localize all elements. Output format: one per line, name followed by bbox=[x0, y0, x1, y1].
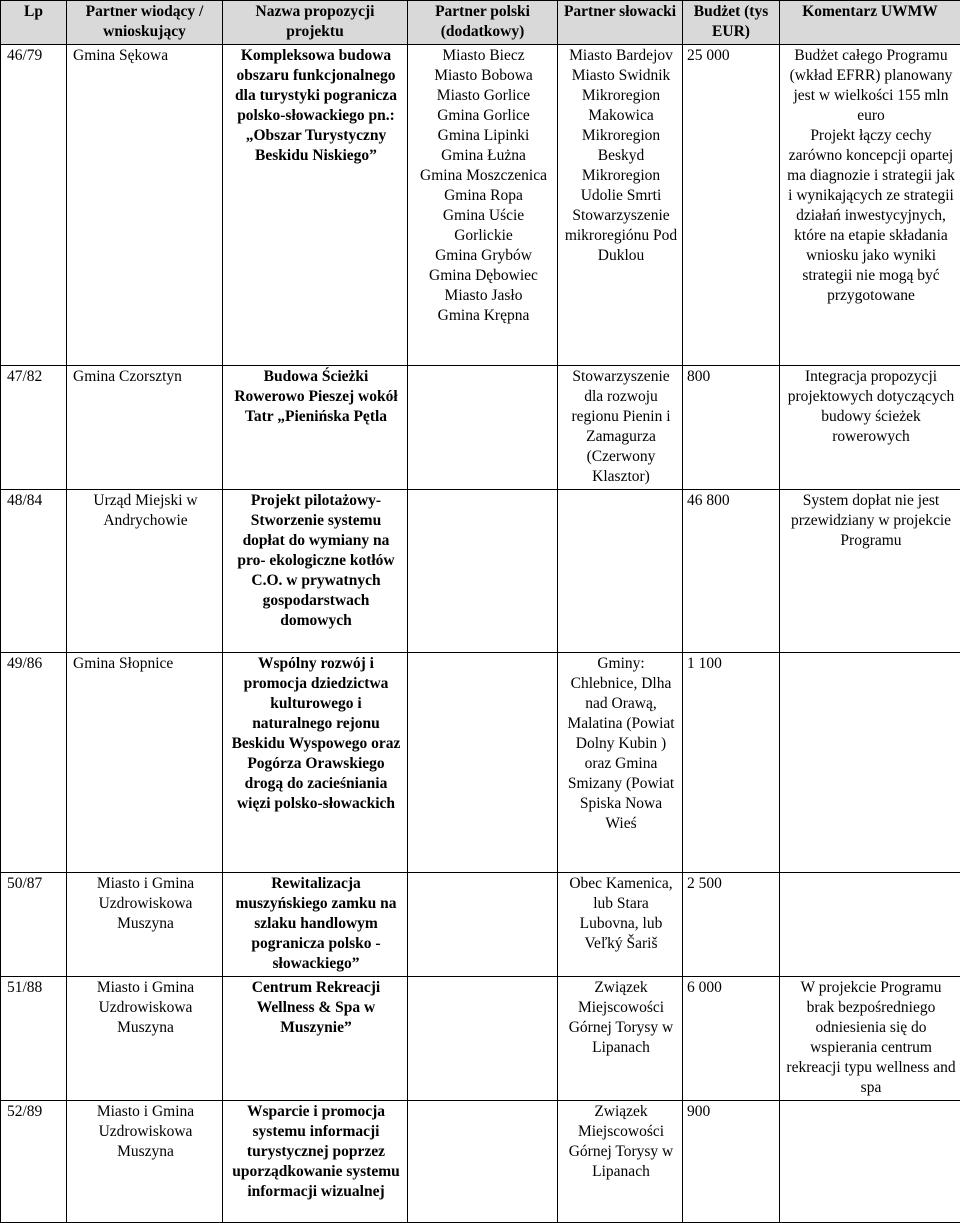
cell-line: Projekt łączy cechy zarówno koncepcji opartej ma diagnozie i strategii jak i wynikających ze strategii działań inwestycyjnych, które na etapie składania wniosku jako wyniki strategii nie mogą być przygotowane bbox=[786, 126, 956, 306]
cell-line: Gmina Uście Gorlickie bbox=[414, 206, 553, 246]
cell-slovak-partners bbox=[558, 653, 683, 873]
cell-budget: 6 000 bbox=[683, 977, 780, 1101]
cell-line: W projekcie Programu brak bezpośredniego odniesienia się do wspierania centrum rekreacji typu wellness and spa bbox=[786, 978, 956, 1098]
cell-line: Budżet całego Programu (wkład EFRR) planowany jest w wielkości 155 mln euro bbox=[786, 46, 956, 126]
cell-line: Gmina Grybów bbox=[414, 246, 553, 266]
cell-comment bbox=[780, 977, 960, 1101]
cell-line: Stowarzyszenie dla rozwoju regionu Pienin i Zamagurza (Czerwony Klasztor) bbox=[564, 367, 678, 487]
cell-line: Gmina Łużna bbox=[414, 146, 553, 166]
cell-line: Gmina Lipinki bbox=[414, 126, 553, 146]
table-row bbox=[1, 977, 960, 1101]
cell-comment bbox=[780, 366, 960, 490]
table-row bbox=[1, 490, 960, 653]
cell-comment bbox=[780, 490, 960, 653]
cell-line: Integracja propozycji projektowych dotyczących budowy ścieżek rowerowych bbox=[786, 367, 956, 447]
header-lp: Lp bbox=[1, 1, 67, 45]
cell-line: Gmina Moszczenica bbox=[414, 166, 553, 186]
cell-lp: 50/87 bbox=[1, 873, 67, 977]
header-comment: Komentarz UWMW bbox=[780, 1, 960, 45]
cell-budget: 900 bbox=[683, 1101, 780, 1223]
cell-lead-partner: Miasto i Gmina Uzdrowiskowa Muszyna bbox=[67, 1101, 223, 1223]
cell-line: Miasto Jasło bbox=[414, 286, 553, 306]
cell-slovak-partners bbox=[558, 977, 683, 1101]
cell-comment bbox=[780, 653, 960, 873]
cell-line: Związek Miejscowości Górnej Torysy w Lipanach bbox=[564, 978, 678, 1058]
cell-slovak-partners bbox=[558, 1101, 683, 1223]
cell-line: Związek Miejscowości Górnej Torysy w Lipanach bbox=[564, 1102, 678, 1182]
cell-project-name: Rewitalizacja muszyńskiego zamku na szlaku handlowym pogranicza polsko - słowackiego” bbox=[223, 873, 408, 977]
cell-line: Miasto Bardejov bbox=[564, 46, 678, 66]
cell-line: System dopłat nie jest przewidziany w projekcie Programu bbox=[786, 491, 956, 551]
cell-project-name: Budowa Ścieżki Rowerowo Pieszej wokół Tatr „Pienińska Pętla bbox=[223, 366, 408, 490]
cell-polish-partners bbox=[408, 366, 558, 490]
cell-line: Gmina Gorlice bbox=[414, 106, 553, 126]
cell-lp: 51/88 bbox=[1, 977, 67, 1101]
cell-polish-partners bbox=[408, 977, 558, 1101]
cell-lp: 47/82 bbox=[1, 366, 67, 490]
cell-lead-partner: Miasto i Gmina Uzdrowiskowa Muszyna bbox=[67, 873, 223, 977]
cell-project-name: Centrum Rekreacji Wellness & Spa w Muszynie” bbox=[223, 977, 408, 1101]
cell-lead-partner: Gmina Słopnice bbox=[67, 653, 223, 873]
header-lead-partner: Partner wiodący / wnioskujący bbox=[67, 1, 223, 45]
cell-lp: 48/84 bbox=[1, 490, 67, 653]
cell-comment bbox=[780, 45, 960, 366]
cell-polish-partners bbox=[408, 45, 558, 366]
table-row bbox=[1, 653, 960, 873]
table-header-row bbox=[1, 1, 960, 45]
cell-line: Gminy: Chlebnice, Dlha nad Orawą, Malatina (Powiat Dolny Kubin ) oraz Gmina Smizany (Powiat Spiska Nowa Wieś bbox=[564, 654, 678, 834]
header-slovak-partner: Partner słowacki bbox=[558, 1, 683, 45]
cell-line: Miasto Bobowa bbox=[414, 66, 553, 86]
header-budget: Budżet (tys EUR) bbox=[683, 1, 780, 45]
cell-project-name: Wsparcie i promocja systemu informacji turystycznej poprzez uporządkowanie systemu informacji wizualnej bbox=[223, 1101, 408, 1223]
table-row bbox=[1, 873, 960, 977]
cell-project-name: Projekt pilotażowy-Stworzenie systemu dopłat do wymiany na pro- ekologiczne kotłów C.O. w prywatnych gospodarstwach domowych bbox=[223, 490, 408, 653]
cell-lp: 49/86 bbox=[1, 653, 67, 873]
cell-budget: 46 800 bbox=[683, 490, 780, 653]
cell-comment bbox=[780, 1101, 960, 1223]
cell-slovak-partners bbox=[558, 366, 683, 490]
cell-line: Stowarzyszenie mikroregiónu Pod Duklou bbox=[564, 206, 678, 266]
cell-line: Gmina Dębowiec bbox=[414, 266, 553, 286]
cell-line: Mikroregion Udolie Smrti bbox=[564, 166, 678, 206]
header-project-name: Nazwa propozycji projektu bbox=[223, 1, 408, 45]
cell-line: Miasto Gorlice bbox=[414, 86, 553, 106]
cell-lp: 46/79 bbox=[1, 45, 67, 366]
table-row bbox=[1, 45, 960, 366]
cell-project-name: Wspólny rozwój i promocja dziedzictwa kulturowego i naturalnego rejonu Beskidu Wyspowego oraz Pogórza Orawskiego drogą do zacieśniania więzi polsko-słowackich bbox=[223, 653, 408, 873]
cell-budget: 1 100 bbox=[683, 653, 780, 873]
cell-slovak-partners bbox=[558, 45, 683, 366]
cell-line: Gmina Krępna bbox=[414, 306, 553, 326]
cell-lead-partner: Urząd Miejski w Andrychowie bbox=[67, 490, 223, 653]
cell-line: Gmina Ropa bbox=[414, 186, 553, 206]
cell-lp: 52/89 bbox=[1, 1101, 67, 1223]
table-row bbox=[1, 366, 960, 490]
cell-line: Miasto Biecz bbox=[414, 46, 553, 66]
table-row bbox=[1, 1101, 960, 1223]
cell-slovak-partners bbox=[558, 873, 683, 977]
cell-polish-partners bbox=[408, 873, 558, 977]
cell-line: Miasto Swidnik bbox=[564, 66, 678, 86]
cell-slovak-partners bbox=[558, 490, 683, 653]
header-polish-partner: Partner polski (dodatkowy) bbox=[408, 1, 558, 45]
cell-lead-partner: Miasto i Gmina Uzdrowiskowa Muszyna bbox=[67, 977, 223, 1101]
cell-budget: 800 bbox=[683, 366, 780, 490]
cell-budget: 2 500 bbox=[683, 873, 780, 977]
cell-line: Obec Kamenica, lub Stara Lubovna, lub Veľký Šariš bbox=[564, 874, 678, 954]
cell-line: Mikroregion Beskyd bbox=[564, 126, 678, 166]
cell-budget: 25 000 bbox=[683, 45, 780, 366]
cell-polish-partners bbox=[408, 1101, 558, 1223]
cell-lead-partner: Gmina Sękowa bbox=[67, 45, 223, 366]
cell-project-name: Kompleksowa budowa obszaru funkcjonalnego dla turystyki pogranicza polsko-słowackiego pn.: „Obszar Turystyczny Beskidu Niskiego” bbox=[223, 45, 408, 366]
cell-line: Mikroregion Makowica bbox=[564, 86, 678, 126]
cell-polish-partners bbox=[408, 490, 558, 653]
cell-polish-partners bbox=[408, 653, 558, 873]
cell-comment bbox=[780, 873, 960, 977]
cell-lead-partner: Gmina Czorsztyn bbox=[67, 366, 223, 490]
